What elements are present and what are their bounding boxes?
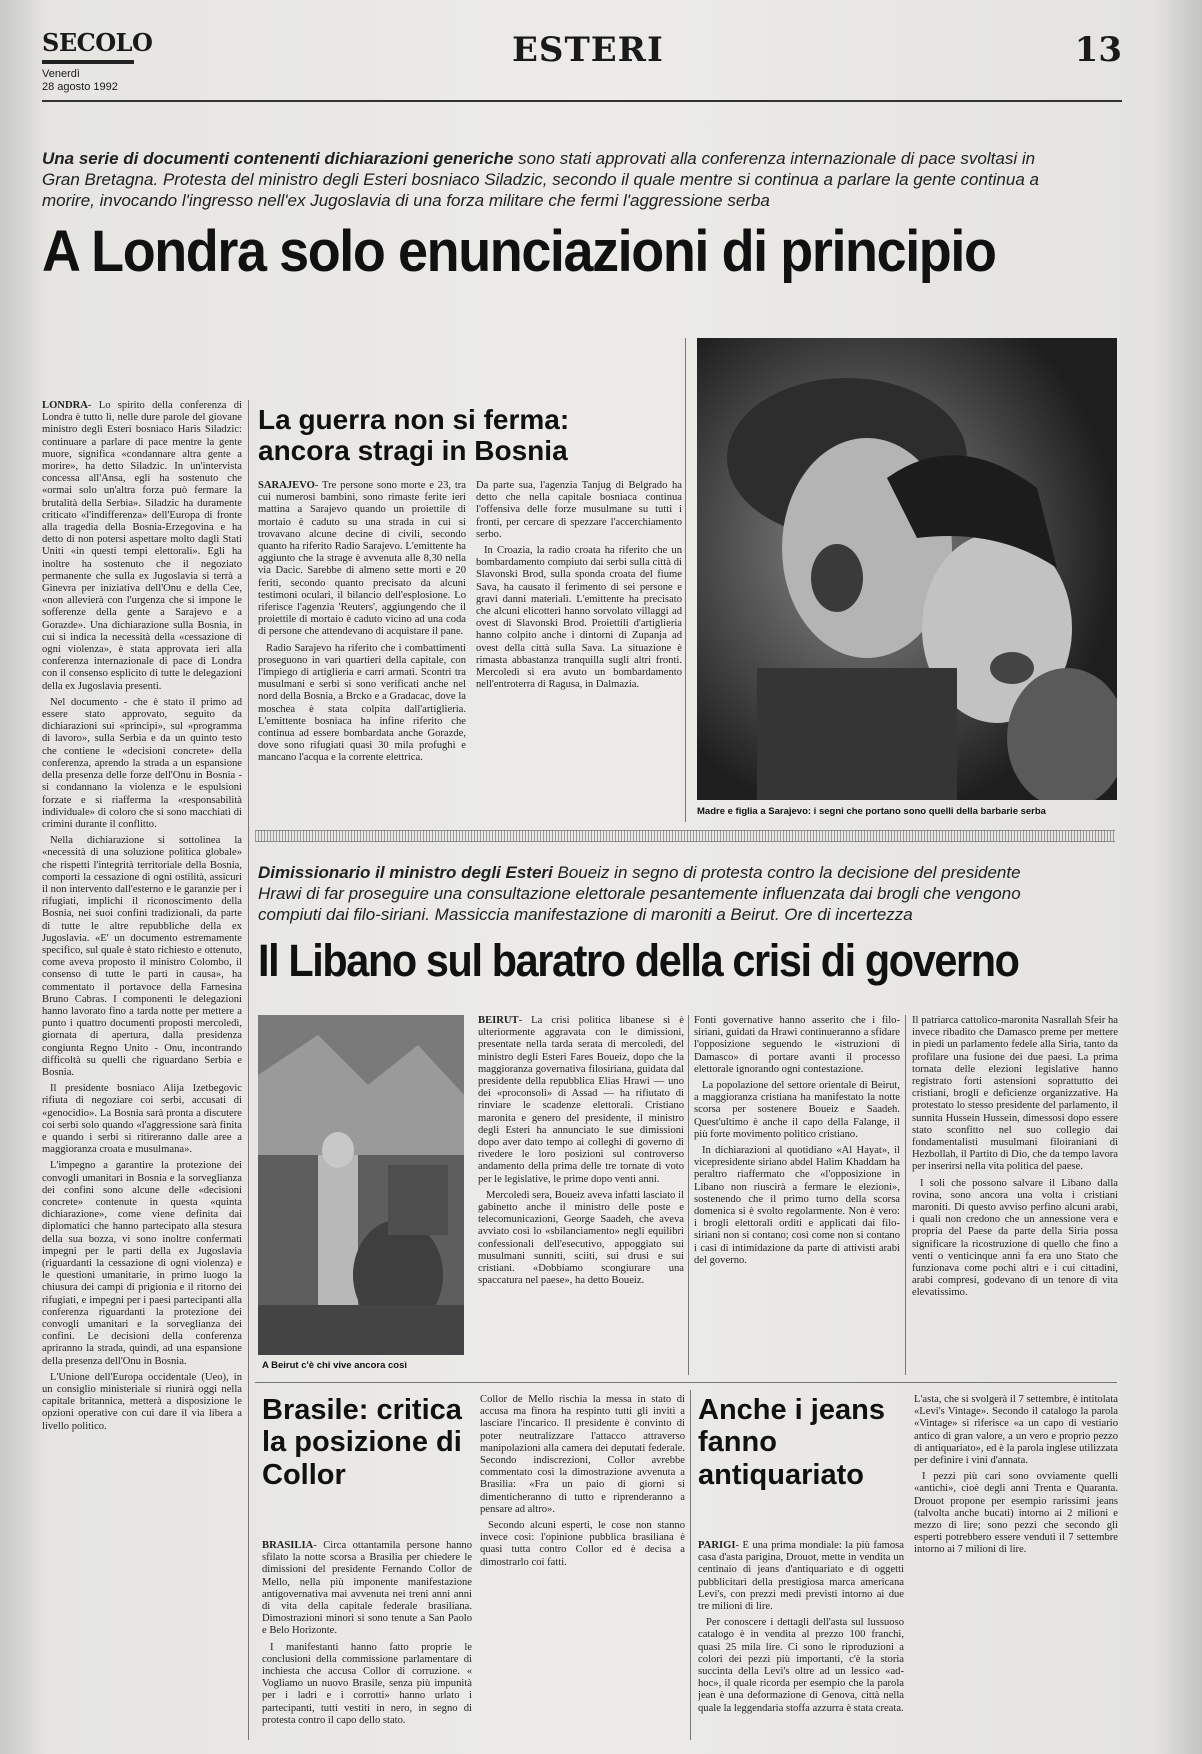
bosnia-paragraph: SARAJEVO- Tre persone sono morte e 23, tra cui numerosi bambini, sono rimaste ferite ieri mattina a Sarajevo quando un proiettile di mortaio è caduto su una strada in cui si trovavano alcune decine di civili, secondo quanto ha riferito Radio Sarajevo. L'emittente ha aggiunto che la strage è avvenuta alle 8,30 nella via Dacic. Sarebbe di almeno sette morti e 20 feriti, secondo quanto precisato da alcuni testimoni oculari, il bilancio dell'esplosione. Lo riferisce l'agenzia 'Reuters', aggiungendo che il proiettile di mortaio è caduto vicino ad una coda di persone che attendevano di acquistare il pane.: [258, 480, 466, 638]
brasile-body-col1: [262, 1540, 472, 1740]
beirut-photo: [258, 1015, 464, 1355]
london-paragraph: L'impegno a garantire la protezione dei convogli umanitari in Bosnia e la sorveglianza dei confini sono alcune delle «decisioni concrete» contenute in questa «quinta dichiarazione», come viene definita dai diplomatici che hanno partecipato alla stesura della sua bozza, vi sono inoltre confermati impegni per le parti della ex Jugoslavia (riguardanti la cessazione di ogni violenza) e le questioni umanitarie, in primo luogo la chiusura dei campi di prigionia e il ritorno dei rifugiati, e impegni per i paesi partecipanti alla conferenza riguardanti la protezione dei convogli umanitari e la sorveglianza dei confini. Le decisioni della conferenza apriranno la strada, quindi, ad una espansione della presenza dell'Onu in Bosnia.: [42, 1160, 242, 1367]
column-rule: [905, 1015, 906, 1375]
lebanon-dateline: BEIRUT: [478, 1015, 519, 1026]
logo-underline: [42, 60, 134, 64]
london-kicker: [42, 148, 1042, 211]
masthead: [42, 24, 1122, 98]
sarajevo-photo-image: [697, 338, 1117, 800]
london-body: [42, 400, 242, 1740]
lebanon-paragraph: Il patriarca cattolico-maronita Nasrallah Sfeir ha invece ribadito che Damasco preme per mettere in piedi un parlamento fedele alla Siria, tanto da profilare una fusione dei due paesi. La prima tornata delle elezioni legislative hanno registrato forti astensioni soprattutto dei cristiani, brogli e deficienze organizzative. Ha protestato lo stesso presidente del parlamento, il sunnita Hussein Hussein, dimessosi dopo essere stato sconfitto nel suo collegio dai fondamentalisti musulmani filoiraniani di Hezbollah, il Partito di Dio, che da tempo lavora per inserirsi nella vita politica del paese.: [912, 1015, 1118, 1173]
brasile-paragraph: Secondo alcuni esperti, le cose non stanno invece così: l'opinione pubblica brasiliana è quasi tutta contro Collor ed è decisa a dimostrarlo coi fatti.: [480, 1520, 685, 1568]
lebanon-paragraph: Fonti governative hanno asserito che i filo-siriani, guidati da Hrawi continueranno a sfidare l'opposizione seguendo le «istruzioni di Damasco» di portare avanti il processo elettorale ignorando ogni contestazione.: [694, 1015, 900, 1075]
london-kicker-bold: Una serie di documenti contenenti dichiarazioni generiche: [42, 149, 514, 168]
bosnia-paragraph: Da parte sua, l'agenzia Tanjug di Belgrado ha detto che nella capitale bosniaca continua l'offensiva delle forze musulmane su tutti i fronti, per cercare di spezzare l'accerchiamento serbo.: [476, 480, 682, 540]
brasile-body-col2: [480, 1394, 685, 1740]
lebanon-paragraph: La popolazione del settore orientale di Beirut, a maggioranza cristiana ha manifestato la notte scorsa per sostenere Boueiz e Saadeh. Quest'ultimo è anche il capo della Falange, il più forte movimento politico cristiano.: [694, 1080, 900, 1140]
lebanon-body-col2: [694, 1015, 900, 1373]
london-kicker-rest: sono stati approvati alla conferenza internazionale di pace svoltasi in Gran Bretagna. Protesta del ministro degli Esteri bosniaco Siladzic, secondo il quale mentre si continua a parlare la gente continua a morire, invocando l'ingresso nell'ex Jugoslavia di una forza militare che fermi l'aggressione serba: [42, 149, 1039, 210]
brasile-dateline: BRASILIA: [262, 1540, 314, 1551]
lebanon-kicker-bold: Dimissionario il ministro degli Esteri: [258, 863, 553, 882]
jeans-paragraph: Per conoscere i dettagli dell'asta sul lussuoso catalogo è in vendita al prezzo 100 franchi, quasi 25 mila lire. Ci sono le riproduzioni a colori dei pezzi più importanti, c'è la storia succinta della Levi's oltre ad un lessico «ad-hoc», il quale ricorda per esempio che la parola jean è una deformazione di Genova, città nella quale la leggendaria stoffa azzurra è stata creata.: [698, 1617, 904, 1714]
newspaper-logo: SECOLO: [42, 28, 153, 57]
lebanon-paragraph: Mercoledì sera, Boueiz aveva infatti lasciato il gabinetto anche il ministro delle poste e telecomunicazioni, George Saadeh, che aveva avviato così lo «sbilanciamento» negli equilibri confessionali dell'esecutivo, appoggiato sui musulmani sunniti, sciiti, sui drusi e sui cristiani. «Dobbiamo scongiurare una spaccatura nel paese», ha detto Boueiz.: [478, 1189, 684, 1287]
bosnia-dateline: SARAJEVO: [258, 480, 315, 491]
beirut-photo-image: [258, 1015, 464, 1355]
bosnia-paragraph: Radio Sarajevo ha riferito che i combattimenti proseguono in vari quartieri della capitale, con l'impiego di artiglieria e carri armati. Scontri tra musulmani e serbi si sono verificati anche nel nord della Bosnia, a Brcko e a Gradacac, dove la moschea è stata colpita dall'artiglieria. L'emittente bosniaca ha infine riferito che continua ad essere bombardata anche Gorazde, dove sono rifugiati quasi 30 mila profughi e mancano l'acqua e la corrente elettrica.: [258, 642, 466, 764]
jeans-paragraph: I pezzi più cari sono ovviamente quelli «antichi», cioè degli anni Trenta e Quaranta. Drouot propone per esempio rarissimi jeans (talvolta anche bucati) intorno ai 2 milioni e mezzo di lire; sono pezzi che secondo gli esperti potrebbero essere venduti il 7 settembre intorno ai 7 milioni di lire.: [914, 1471, 1118, 1556]
london-dateline: LONDRA: [42, 400, 88, 411]
separator-band: [255, 830, 1115, 842]
column-rule: [690, 1390, 691, 1740]
london-paragraph: LONDRA- Lo spirito della conferenza di Londra è tutto lì, nelle dure parole del giovane ministro degli Esteri bosniaco Haris Siladzic: continuare a parlare di pace mentre la gente muore, significa «condannare altra gente a morire», ha detto Siladzic. In un'intervista concessa all'Ansa, egli ha sostenuto che «ormai solo un'altra forza può fermare la brutalità della Serbia». Siladzic ha duramente criticato «l'indifferenza» dell'Europa di fronte alla tragedia della Bosnia-Erzegovina e ha detto di non potersi aspettare molto dagli Stati Uniti «in questi tempi elettorali». Egli ha inoltre ha sostenuto che il negoziato permanente che sulla ex Jugoslavia si terrà a Ginevra per iniziativa dell'Onu e della Cee, «non allevierà con l'urgenza che si impone le sofferenze della gente a Sarajevo e a Gorazde». Una dichiarazione sulla Bosnia, in cui si indica la necessità della «cessazione di ogni violenza», è stata approvata ieri alla conferenza internazionale di pace di Londra con il consenso esplicito di tutte le delegazioni della ex Jugoslavia presenti.: [42, 400, 242, 692]
section-title: ESTERI: [512, 30, 664, 70]
lebanon-kicker-rest: Boueiz in segno di protesta contro la decisione del presidente Hrawi di far proseguire una consultazione elettorale pesantemente influenzata dai brogli che vengono compiuti dai filo-siriani. Massiccia manifestazione di maroniti a Beirut. Ore di incertezza: [258, 863, 1021, 924]
beirut-photo-caption: A Beirut c'è chi vive ancora così: [262, 1360, 407, 1371]
london-paragraph: L'Unione dell'Europa occidentale (Ueo), in un consiglio ministeriale si riunirà oggi nella capitale britannica, metterà a disposizione le opzioni operative con cui dare il via libera a livello politico.: [42, 1371, 242, 1432]
jeans-dateline: PARIGI: [698, 1540, 736, 1551]
sarajevo-photo: [697, 338, 1117, 800]
london-paragraph: Nel documento - che è stato il primo ad essere stato approvato, seguito da dichiarazioni sui «principi», sul «programma di lavoro», sulla Serbia e da un quinto testo che contiene le «decisioni concrete» della conferenza, aprendo la strada a un espansione della presenza delle forze dell'Onu in Bosnia - si condannano la violenza e le espulsioni forzate e si riafferma la «responsabilità individuale» di coloro che si sono macchiati di crimini durante il conflitto.: [42, 696, 242, 830]
brasile-paragraph: I manifestanti hanno fatto proprie le conclusioni della commissione parlamentare di inchiesta che accusa Collor di corruzione. « Vogliamo un nuovo Brasile, senza più impunità per i ladri e i corrotti» hanno urlato i partecipanti, tutti vestiti in nero, in segno di protesta contro il capo dello stato.: [262, 1641, 472, 1726]
bosnia-paragraph: In Croazia, la radio croata ha riferito che un bombardamento compiuto dai serbi sulla città di Slavonski Brod, sulla sponda croata del fiume Sava, ha causato il ferimento di sei persone e gravi danni materiali. L'emittente ha precisato che alcuni elicotteri hanno sorvolato villaggi ad ovest di Slavonski Brod. Proiettili d'artiglieria hanno colpito anche i dintorni di Zupanja ad ovest della città sulla Sava. La situazione è rimasta abbastanza tranquilla sugli altri fronti. Mercoledì si era avuto un bombardamento nell'entroterra di Ragusa, in Dalmazia.: [476, 545, 682, 691]
brasile-headline: Brasile: critica la posizione di Collor: [262, 1394, 462, 1491]
column-rule: [688, 1015, 689, 1375]
bosnia-headline: La guerra non si ferma: ancora stragi in Bosnia: [258, 404, 570, 467]
london-paragraph: Il presidente bosniaco Alija Izetbegovic rifiuta di negoziare coi serbi, accusati di «genocidio». La Bosnia sarà pronta a discutere coi serbi solo quando «l'aggressione sarà finita e quando i serbi si ritireranno dalle aree a maggioranza croata e musulmana».: [42, 1083, 242, 1156]
jeans-paragraph: PARIGI- È una prima mondiale: la più famosa casa d'asta parigina, Drouot, mette in vendita un centinaio di jeans d'antiquariato e di oggetti pubblicitari della prestigiosa marca americana Levi's, con prezzi medi previsti intorno ai due tre milioni di lire.: [698, 1540, 904, 1613]
sarajevo-photo-caption: Madre e figlia a Sarajevo: i segni che portano sono quelli della barbarie serba: [697, 806, 1046, 817]
lebanon-body-col1: [478, 1015, 684, 1373]
jeans-body-col1: [698, 1540, 904, 1740]
column-rule: [248, 400, 249, 1740]
lebanon-paragraph: BEIRUT- La crisi politica libanese si è ulteriormente aggravata con le dimissioni, presentate nella tarda serata di mercoledì, del ministro degli Esteri Fares Boueiz, dopo che la maggioranza governativa filosiriana, guidata dal presidente della repubblica Elias Hrawi — uno dei «proconsoli» di Assad — ha rifiutato di rinviare le scadenze elettorali. Cristiano maronita e genero del presidente, il ministro degli Esteri ha annunciato le sue dimissioni dopo aver dato tempo ai colleghi di governo di rivedere le loro posizioni sul controverso andamento della prima delle tre tornate di voto per le legislative, le prime dopo venti anni.: [478, 1015, 684, 1185]
issue-date: 28 agosto 1992: [42, 81, 118, 93]
lebanon-paragraph: I soli che possono salvare il Libano dalla rovina, sono ancora una volta i cristiani maroniti. Di questo avviso perfino alcuni arabi, i quali non credono che un annessione vera e propria del Paese da parte della Siria possa significare la ricostruzione di quello che fino a venti o venticinque anni fa era uno Stato che funzionava come pochi altri e i cui cittadini, arabi compresi, godevano di un tenore di vita elevatissimo.: [912, 1177, 1118, 1299]
jeans-body-col2: [914, 1394, 1118, 1740]
london-headline: A Londra solo enunciazioni di principio: [42, 219, 996, 284]
jeans-paragraph: L'asta, che si svolgerà il 7 settembre, è intitolata «Levi's Vintage». Secondo il catalogo la parola «Vintage» si riferisce «a un capo di vestiario antico di gran valore, a un vero e proprio pezzo di antiquariato», ed è la parola inglese utilizzata per definire i vini d'annata.: [914, 1394, 1118, 1467]
london-paragraph: Nella dichiarazione si sottolinea la «necessità di una soluzione politica globale» che rispetti l'integrità territoriale della Bosnia, comporti la cessazione di ogni ostilità, assicuri il non intervento dall'esterno e le garanzie per i rifugiati, implichi il riconoscimento della Bosnia, nei suoi confini tradizionali, da parte di tutte le altre repubbliche della ex Jugoslavia. «E' un documento estremamente specifico, sul quale è stato richiesto e ottenuto, come aveva proposto il ministro Colombo, il consenso di tutte le parti in causa», ha commentato il portavoce della Farnesina Bruno Cabras. I componenti le delegazioni hanno lavorato fino a tarda notte per mettere a punto i quattro documenti proposti mercoledì, giornata di apertura, dalla presidenza congiunta Regno Unito - Onu, incontrando difficoltà su quelli che riguardano Serbia e Bosnia.: [42, 835, 242, 1078]
jeans-headline: Anche i jeans fanno antiquariato: [698, 1394, 885, 1491]
brasile-paragraph: BRASILIA- Circa ottantamila persone hanno sfilato la notte scorsa a Brasilia per chiedere le dimissioni del presidente Fernando Collor de Mello, nella più imponente manifestazione antigovernativa mai avvenuta nei treni anni anni di vita della capitale federale brasiliana. Dimostrazioni minori si sono tenute a San Paolo e Belo Horizonte.: [262, 1540, 472, 1637]
lebanon-headline: Il Libano sul baratro della crisi di governo: [258, 935, 1019, 986]
brasile-paragraph: Collor de Mello rischia la messa in stato di accusa ma finora ha respinto tutti gli inviti a lasciare l'incarico. Il presidente è convinto di poter neutralizzare l'attacco attraverso manipolazioni alla camera dei deputati federale. Secondo indiscrezioni, Collor avrebbe commentato così la dimostrazione avvenuta a Brasilia: «Fra un paio di giorni si dimenticheranno di tutto e riprenderanno a pensare ad altro».: [480, 1394, 685, 1515]
lebanon-kicker: [258, 862, 1058, 925]
masthead-rule: [42, 100, 1122, 102]
page-number: 13: [1074, 30, 1122, 70]
lebanon-paragraph: In dichiarazioni al quotidiano «Al Hayat», il vicepresidente siriano abdel Halim Khaddam ha peraltro riaffermato che «l'opposizione in Libano non riuscirà a fermare le elezioni», sostenendo che il primo turno della scorsa domenica si è svolto regolarmente. Non è vero: i brogli elettorali orditi e applicati dai filo-siriani non si contano; così come non si contano i casi di intimidazione da parte di attivisti arabi del governo.: [694, 1145, 900, 1266]
lebanon-body-col3: [912, 1015, 1118, 1373]
column-rule: [685, 338, 686, 822]
bosnia-body-col2: [476, 480, 682, 818]
section-rule: [255, 1382, 1117, 1383]
bosnia-body-col1: [258, 480, 466, 818]
issue-day: Venerdì: [42, 68, 80, 80]
